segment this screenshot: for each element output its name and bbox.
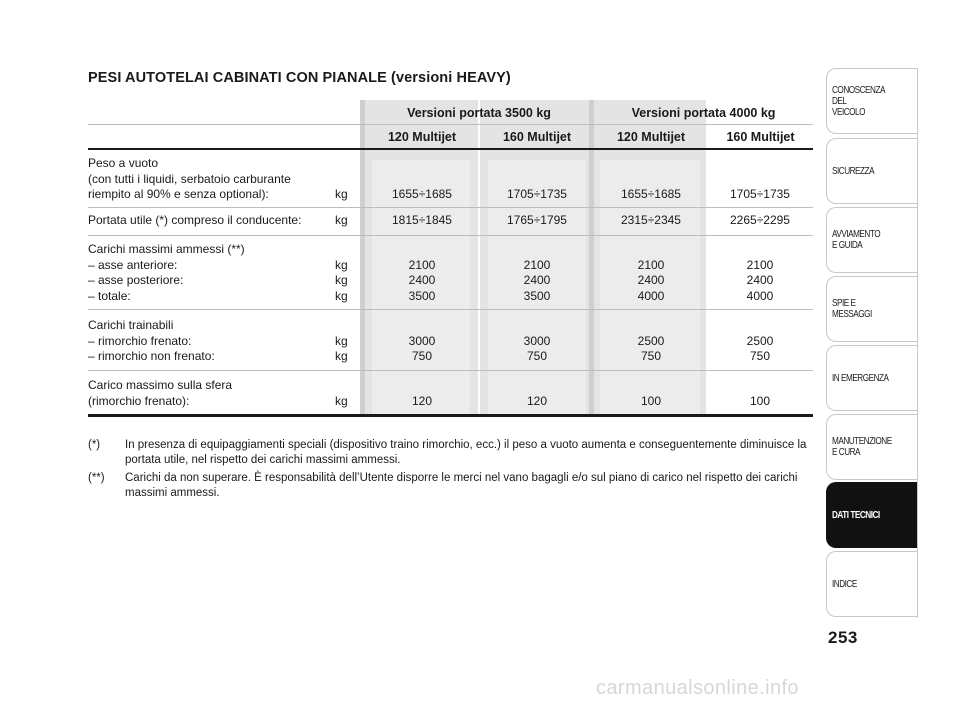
column-header: 120 Multijet <box>616 130 686 144</box>
footnote-text: Carichi da non superare. È responsabilità dell’Utente disporre le merci nel vano bagagli e/o sul piano di carico nel rispetto dei carichi massimi ammessi. <box>125 472 798 499</box>
table-cell: 750 <box>749 349 771 363</box>
sidebar-tab[interactable] <box>826 345 917 411</box>
sidebar-tab-label: IN EMERGENZA <box>832 372 889 384</box>
group-header-4000: Versioni portata 4000 kg <box>631 106 776 120</box>
table-cell: 2100 <box>746 257 774 272</box>
row-label: Carico massimo sulla sfera <box>88 378 233 392</box>
table-cell: 2400 <box>523 273 551 287</box>
table-cell: 1705÷1735 <box>507 187 567 201</box>
row-divider <box>88 370 813 371</box>
row-label: – rimorchio frenato: <box>88 333 192 348</box>
sidebar-tab-label: DATI TECNICI <box>832 509 880 521</box>
table-cell: 3500 <box>408 288 436 303</box>
sidebar-tab-label: MANUTENZIONE E CURA <box>832 436 892 458</box>
row-divider <box>88 235 813 236</box>
sidebar-tab-label: SICUREZZA <box>832 165 875 177</box>
table-cell: 4000 <box>746 288 774 303</box>
row-label: Carichi massimi ammessi (**) <box>88 242 245 256</box>
sidebar-tab[interactable] <box>826 68 917 134</box>
row-divider <box>88 309 813 310</box>
column-header: 120 Multijet <box>387 130 457 144</box>
weights-table <box>88 100 813 418</box>
row-unit: kg <box>335 213 348 227</box>
column-header: 160 Multijet <box>502 130 572 144</box>
row-unit: kg <box>335 273 348 287</box>
table-cell: 1655÷1685 <box>621 187 681 201</box>
sidebar-tab-label: SPIE E MESSAGGI <box>832 298 872 320</box>
footnote <box>88 471 818 501</box>
row-unit: kg <box>335 393 348 408</box>
row-label: Portata utile (*) compreso il conducente: <box>88 213 302 227</box>
row-label: – totale: <box>88 288 131 303</box>
table-cell: 3000 <box>408 333 436 348</box>
footnote-mark: (**) <box>88 472 105 484</box>
table-cell: 3000 <box>523 333 551 348</box>
row-label: – rimorchio non frenato: <box>88 349 215 363</box>
table-cell: 120 <box>411 393 433 408</box>
table-cell: 1765÷1795 <box>507 213 567 227</box>
title-main: PESI AUTOTELAI CABINATI CON PIANALE <box>88 70 387 86</box>
page-title <box>88 70 511 86</box>
title-sub: (versioni HEAVY) <box>391 70 511 86</box>
row-unit: kg <box>335 187 348 201</box>
row-unit: kg <box>335 288 348 303</box>
sidebar-tab[interactable] <box>826 482 917 548</box>
sidebar-tab[interactable] <box>826 138 917 204</box>
table-cell: 3500 <box>523 288 551 303</box>
row-label: (con tutti i liquidi, serbatoio carburante <box>88 171 291 186</box>
table-cell: 2100 <box>523 257 551 272</box>
sidebar-tab-label: INDICE <box>832 578 857 590</box>
row-label: Peso a vuoto <box>88 156 159 170</box>
column-header: 160 Multijet <box>726 130 795 144</box>
table-cell: 2100 <box>637 257 665 272</box>
table-cell: 120 <box>526 393 548 408</box>
table-cell: 2315÷2345 <box>621 213 681 227</box>
table-cell: 1705÷1735 <box>730 187 790 201</box>
header-rule <box>88 148 813 150</box>
table-cell: 2400 <box>637 273 665 287</box>
table-cell: 4000 <box>637 288 665 303</box>
table-cell: 1655÷1685 <box>392 187 452 201</box>
table-bottom-rule <box>88 414 813 417</box>
sidebar-tab[interactable] <box>826 207 917 273</box>
row-label: – asse posteriore: <box>88 273 184 287</box>
table-cell: 750 <box>411 349 433 363</box>
header-divider <box>88 124 813 125</box>
row-label: riempito al 90% e senza optional): <box>88 187 269 201</box>
sidebar-tab[interactable] <box>826 276 917 342</box>
table-cell: 750 <box>526 349 548 363</box>
table-cell: 750 <box>640 349 662 363</box>
row-label: (rimorchio frenato): <box>88 393 190 408</box>
table-cell: 2500 <box>637 333 665 348</box>
footnote-mark: (*) <box>88 439 101 451</box>
row-label: – asse anteriore: <box>88 257 178 272</box>
sidebar-tab[interactable] <box>826 414 917 480</box>
row-unit: kg <box>335 349 348 363</box>
table-cell: 2100 <box>408 257 436 272</box>
table-cell: 2500 <box>746 333 774 348</box>
sidebar-edge <box>917 68 918 618</box>
sidebar-tab-label: CONOSCENZA DEL VEICOLO <box>832 84 885 118</box>
footnote-text: In presenza di equipaggiamenti speciali (dispositivo traino rimorchio, ecc.) il peso a vuoto aumenta e conseguentemente diminuisce la portata utile, nel rispetto dei carichi massimi ammessi. <box>125 439 807 466</box>
row-label: Carichi trainabili <box>88 318 174 332</box>
watermark: carmanualsonline.info <box>596 677 799 699</box>
row-unit: kg <box>335 257 348 272</box>
footnote <box>88 438 818 468</box>
sidebar-tab-label: AVVIAMENTO E GUIDA <box>832 229 881 251</box>
table-cell: 2400 <box>746 273 774 287</box>
row-unit: kg <box>335 333 348 348</box>
group-header-3500: Versioni portata 3500 kg <box>407 106 551 120</box>
table-cell: 2265÷2295 <box>730 213 790 227</box>
table-cell: 1815÷1845 <box>392 213 452 227</box>
table-cell: 100 <box>749 393 771 408</box>
table-cell: 2400 <box>408 273 436 287</box>
footnotes <box>88 438 818 504</box>
sidebar-tab[interactable] <box>826 551 917 617</box>
page-number: 253 <box>828 628 858 647</box>
table-cell: 100 <box>640 393 662 408</box>
row-divider <box>88 207 813 208</box>
